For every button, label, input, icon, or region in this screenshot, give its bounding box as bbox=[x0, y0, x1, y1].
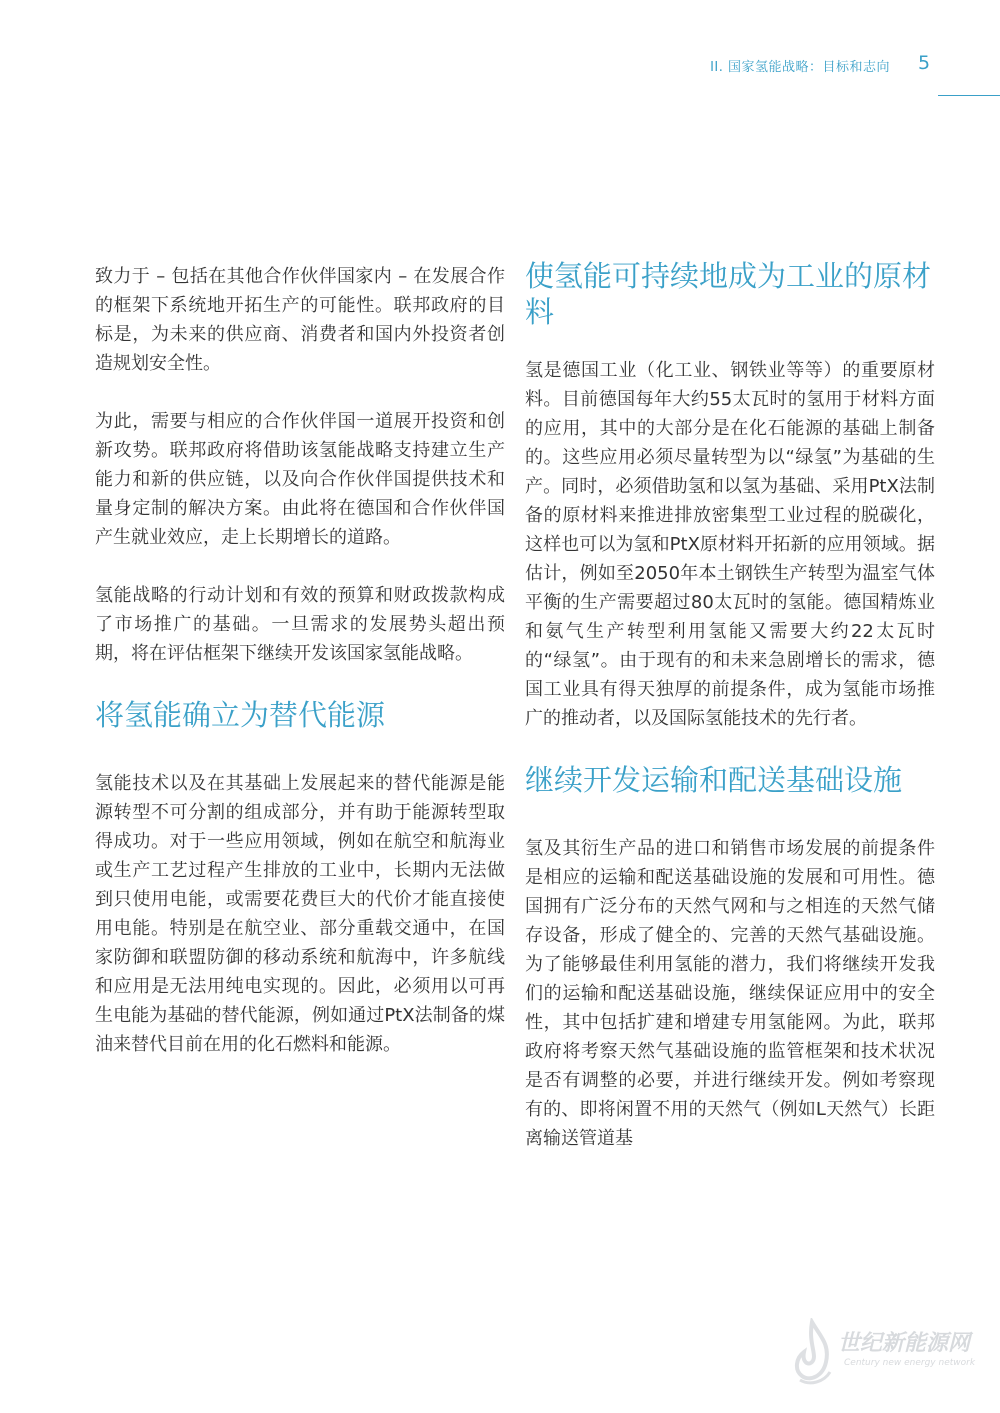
paragraph: 氢能战略的行动计划和有效的预算和财政拨款构成了市场推广的基础。一旦需求的发展势头超出预期，将在评估框架下继续开发该国家氢能战略。 bbox=[95, 585, 505, 664]
left-column bbox=[95, 262, 505, 1088]
paragraph: 氢是德国工业（化工业、钢铁业等等）的重要原材料。目前德国每年大约55太瓦时的氢用于材料方面的应用，其中的大部分是在化石能源的基础上制备的。这些应用必须尽量转型为以“绿氢”为基础的生产。同时，必须借助氢和以氢为基础、采用PtX法制备的原材料来推进排放密集型工业过程的脱碳化，这样也可以为氢和PtX原材料开拓新的应用领域。据估计，例如至2050年本土钢铁生产转型为温室气体平衡的生产需要超过80太瓦时的氢能。德国精炼业和氨气生产转型利用氢能又需要大约22太瓦时的“绿氢”。由于现有的和未来急剧增长的需求，德国工业具有得天独厚的前提条件，成为氢能市场推广的推动者，以及国际氢能技术的先行者。 bbox=[525, 360, 935, 729]
page-number: 5 bbox=[918, 52, 931, 74]
paragraph: 致力于 – 包括在其他合作伙伴国家内 – 在发展合作的框架下系统地开拓生产的可能性。联邦政府的目标是，为未来的供应商、消费者和国内外投资者创造规划安全性。 bbox=[95, 266, 505, 374]
paragraph: 氢能技术以及在其基础上发展起来的替代能源是能源转型不可分割的组成部分，并有助于能源转型取得成功。对于一些应用领域，例如在航空和航海业或生产工艺过程产生排放的工业中，长期内无法做到只使用电能，或需要花费巨大的代价才能直接使用电能。特别是在航空业、部分重载交通中，在国家防御和联盟防御的移动系统和航海中，许多航线和应用是无法用纯电实现的。因此，必须用以可再生电能为基础的替代能源，例如通过PtX法制备的煤油来替代目前在用的化石燃料和能源。 bbox=[95, 773, 505, 1055]
watermark-title: 世纪新能源网 bbox=[838, 1331, 971, 1356]
section-heading: 将氢能确立为替代能源 bbox=[95, 698, 386, 732]
section-heading: 使氢能可持续地成为工业的原材料 bbox=[525, 259, 932, 329]
paragraph: 为此，需要与相应的合作伙伴国一道展开投资和创新攻势。联邦政府将借助该氢能战略支持建立生产能力和新的供应链，以及向合作伙伴国提供技术和量身定制的解决方案。由此将在德国和合作伙伴国产生就业效应，走上长期增长的道路。 bbox=[95, 411, 505, 548]
watermark-logo bbox=[790, 1318, 990, 1398]
flame-logo-icon bbox=[790, 1318, 836, 1388]
header-rule bbox=[938, 95, 1000, 96]
paragraph: 氢及其衍生产品的进口和销售市场发展的前提条件是相应的运输和配送基础设施的发展和可用性。德国拥有广泛分布的天然气网和与之相连的天然气储存设备，形成了健全的、完善的天然气基础设施。为了能够最佳利用氢能的潜力，我们将继续开发我们的运输和配送基础设施，继续保证应用中的安全性，其中包括扩建和增建专用氢能网。为此，联邦政府将考察天然气基础设施的监管框架和技术状况是否有调整的必要，并进行继续开发。例如考察现有的、即将闲置不用的天然气（例如L天然气）长距离输送管道基 bbox=[525, 838, 935, 1149]
running-header-title: II. 国家氢能战略：目标和志向 bbox=[710, 60, 890, 75]
right-column bbox=[525, 259, 935, 1182]
watermark-subtitle: Century new energy network bbox=[844, 1358, 976, 1368]
section-heading: 继续开发运输和配送基础设施 bbox=[525, 763, 903, 797]
